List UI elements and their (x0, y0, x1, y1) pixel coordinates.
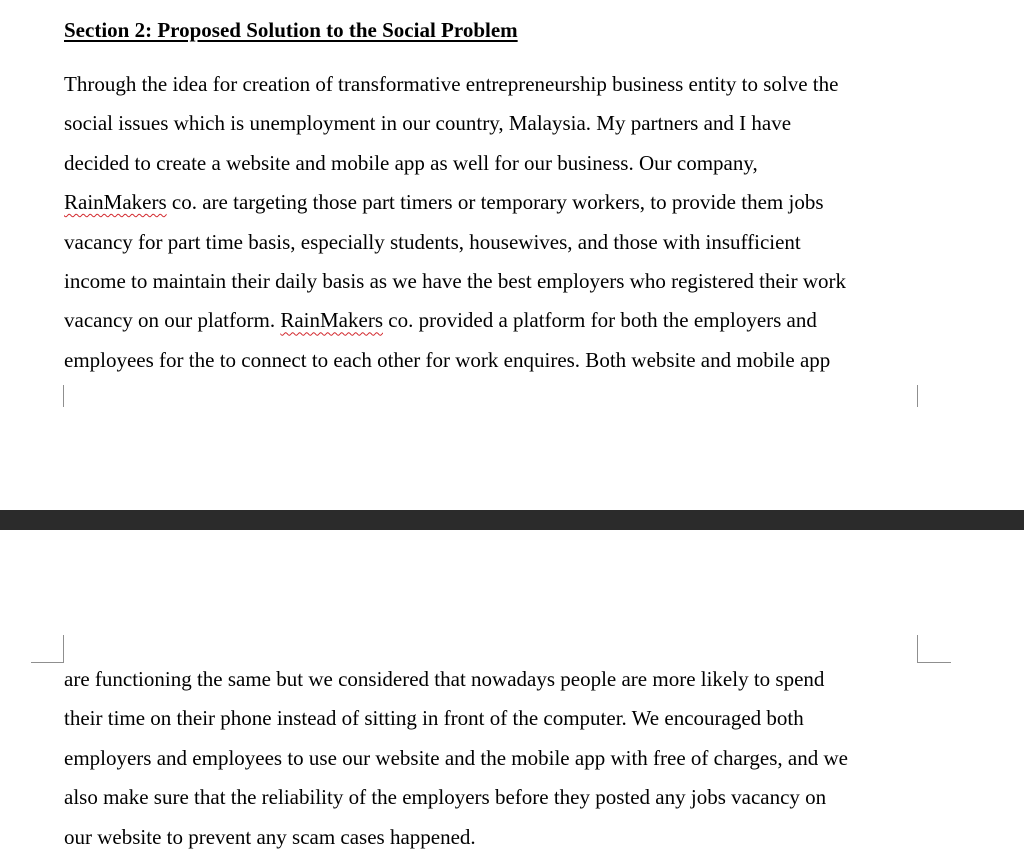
paragraph-line: decided to create a website and mobile app as well for our business. Our company, (64, 150, 758, 175)
paragraph-line: vacancy on our platform. RainMakers co. provided a platform for both the employers and (64, 308, 817, 333)
body-paragraph-page-1[interactable] (64, 65, 964, 380)
paragraph-line: social issues which is unemployment in our country, Malaysia. My partners and I have (64, 111, 792, 136)
margin-marker-bottom-right (917, 385, 918, 407)
margin-marker-top-right-horizontal (917, 662, 951, 663)
paragraph-line: vacancy for part time basis, especially students, housewives, and those with insufficient (64, 229, 801, 254)
margin-marker-bottom-left (63, 385, 64, 407)
margin-marker-top-left-horizontal (31, 662, 64, 663)
paragraph-line: employers and employees to use our website and the mobile app with free of charges, and we (64, 745, 848, 770)
paragraph-line: RainMakers co. are targeting those part timers or temporary workers, to provide them jobs (64, 190, 824, 215)
spelling-error-word[interactable]: RainMakers (64, 190, 167, 215)
paragraph-line: also make sure that the reliability of the employers before they posted any jobs vacancy on (64, 785, 827, 810)
paragraph-line: income to maintain their daily basis as we have the best employers who registered their work (64, 268, 847, 293)
paragraph-line: their time on their phone instead of sitting in front of the computer. We encouraged both (64, 706, 804, 731)
margin-marker-top-left-vertical (63, 635, 64, 663)
paragraph-line: our website to prevent any scam cases happened. (64, 824, 476, 849)
margin-marker-top-right-vertical (917, 635, 918, 663)
paragraph-line: are functioning the same but we considered that nowadays people are more likely to spend (64, 667, 825, 691)
spelling-error-word[interactable]: RainMakers (280, 308, 383, 333)
body-paragraph-page-2[interactable] (64, 660, 964, 857)
paragraph-line: employees for the to connect to each other for work enquires. Both website and mobile app (64, 347, 831, 372)
section-heading: Section 2: Proposed Solution to the Social Problem (64, 18, 518, 42)
page-break-gap (0, 510, 1024, 530)
paragraph-line: Through the idea for creation of transformative entrepreneurship business entity to solve the (64, 72, 839, 96)
